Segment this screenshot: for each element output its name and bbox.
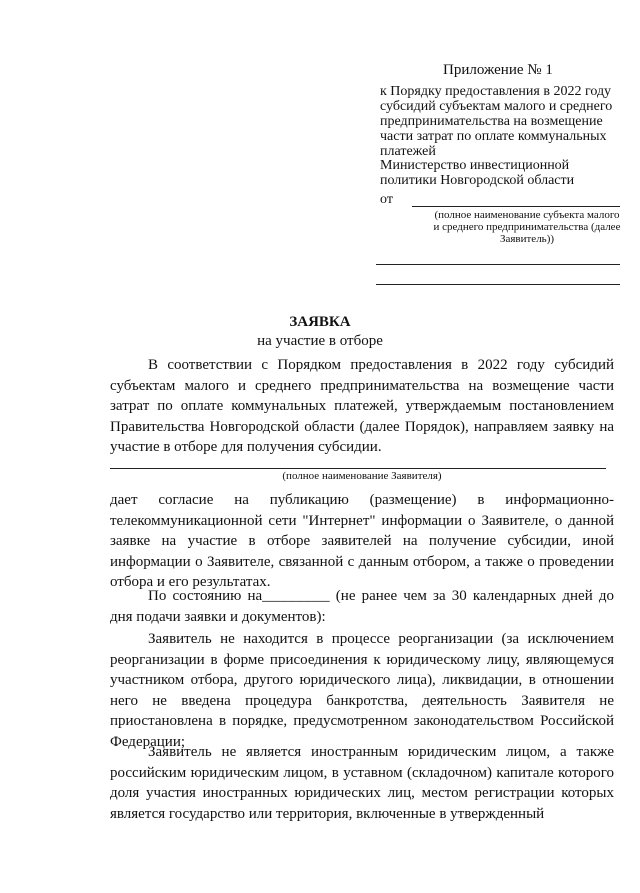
blank-line-1 <box>376 264 620 265</box>
reorganization-paragraph: Заявитель не находится в процессе реорганизации (за исключением реорганизации в форме присоединения к юридическому лицу, являющемуся участником отбора, другого юридического лица), ликвидации, в отношении него не введена процедура банкротства, деятельность Заявителя не приостановлена в порядке, предусмотренном законодательством Российской Федерации; <box>110 631 614 750</box>
intro-paragraph: В соответствии с Порядком предоставления в 2022 году субсидий субъектам малого и среднего предпринимательства на возмещение части затрат по оплате коммунальных платежей, утверждаемым постановлением Правительства Новгородской области (далее Порядок), направляем заявку на участие в отборе для получения субсидии. <box>110 357 614 455</box>
consent-paragraph: дает согласие на публикацию (размещение) в информационно-телекоммуникационной сети "Интернет" информации о Заявителе, о данной заявке на участие в отборе заявителей на получение субсидии, иной информации о Заявителе, связанной с данным отбором, а также о проведении отбора и его результатах. <box>110 492 614 590</box>
from-fill-line <box>412 206 620 207</box>
appendix-title: Приложение № 1 <box>443 62 553 78</box>
status-paragraph: По состоянию на_________ (не ранее чем за 30 календарных дней до дня подачи заявки и документов): <box>110 588 614 625</box>
from-label: от <box>380 192 393 207</box>
applicant-fill-line <box>110 468 606 469</box>
document-subtitle: на участие в отборе <box>257 333 383 349</box>
from-hint: (полное наименование субъекта малого и среднего предпринимательства (далее Заявитель)) <box>433 209 621 245</box>
document-title: ЗАЯВКА <box>289 314 351 330</box>
appendix-description: к Порядку предоставления в 2022 году субсидий субъектам малого и среднего предпринимательства на возмещение части затрат по оплате коммунальных платежей <box>380 84 613 159</box>
blank-line-2 <box>376 284 620 285</box>
foreign-entity-paragraph: Заявитель не является иностранным юридическим лицом, а также российским юридическим лицом, в уставном (складочном) капитале которого доля участия иностранных юридических лиц, местом регистрации которых является государство или территория, включенные в утвержденный <box>110 744 614 822</box>
applicant-hint: (полное наименование Заявителя) <box>282 470 442 482</box>
recipient-ministry: Министерство инвестиционной политики Новгородской области <box>380 158 575 188</box>
